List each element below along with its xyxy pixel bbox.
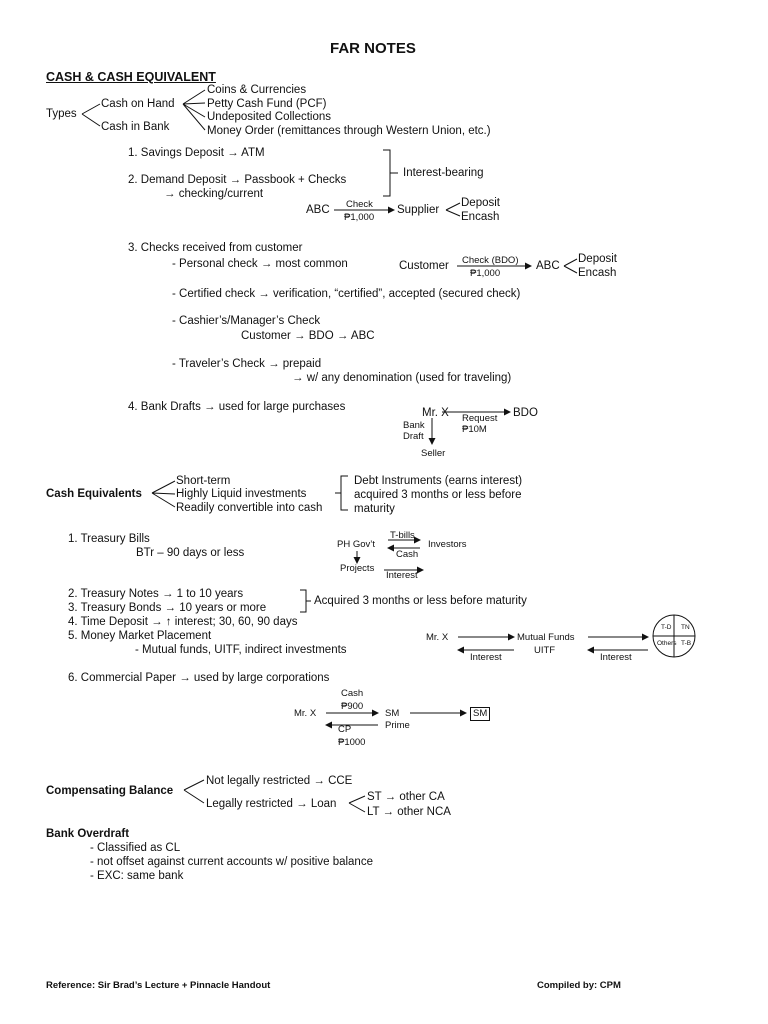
bank-overdraft-heading: Bank Overdraft	[46, 828, 130, 840]
cashiers-sub: Customer → BDO → ABC	[241, 330, 375, 342]
interest-label: Interest	[470, 652, 502, 663]
types-branch	[82, 104, 100, 126]
equiv-item: Readily convertible into cash	[176, 502, 323, 514]
section-heading-cce: CASH & CASH EQUIVALENT	[46, 70, 216, 84]
commercial-paper: 6. Commercial Paper → used by large corporations	[68, 672, 330, 684]
interest-label: Interest	[386, 570, 418, 581]
supplier-label: Supplier	[397, 204, 440, 216]
travelers-check: - Traveler’s Check → prepaid	[172, 358, 322, 370]
cash-in-bank: Cash in Bank	[101, 121, 170, 133]
cash-label: Cash	[341, 688, 364, 699]
footer-compiled: Compiled by: CPM	[537, 980, 621, 991]
tbills-label: T-bills	[390, 530, 415, 541]
compensating-balance-label: Compensating Balance	[46, 785, 174, 797]
savings-deposit: 1. Savings Deposit → ATM	[128, 147, 265, 159]
time-deposit: 4. Time Deposit → ↑ interest; 30, 60, 90 days	[68, 616, 298, 628]
prime-label: Prime	[385, 720, 410, 731]
overdraft-item: - EXC: same bank	[90, 870, 184, 882]
btr-note: BTr – 90 days or less	[136, 547, 245, 559]
equiv-item: Highly Liquid investments	[176, 488, 307, 500]
demand-sub: → checking/current	[164, 188, 264, 200]
deposit-label: Deposit	[578, 253, 617, 265]
debt-note: acquired 3 months or less before	[354, 489, 522, 501]
mutual-funds-label: Mutual Funds	[517, 632, 575, 643]
debt-note: maturity	[354, 503, 395, 515]
check-amount: ₱1,000	[344, 212, 375, 223]
check-bdo-amount: ₱1,000	[470, 268, 501, 279]
cash-label: Cash	[396, 549, 419, 560]
abc-receiver: ABC	[536, 260, 560, 272]
interest-bracket	[383, 150, 398, 196]
quadrant-label: T-B	[681, 640, 692, 647]
certified-check: - Certified check → verification, “certified”, accepted (secured check)	[172, 288, 521, 300]
abc-label: ABC	[306, 204, 330, 216]
bank-drafts: 4. Bank Drafts → used for large purchases	[128, 401, 346, 413]
check-bdo-label: Check (BDO)	[462, 255, 519, 266]
personal-check: - Personal check → most common	[172, 258, 348, 270]
encash-label: Encash	[461, 211, 500, 223]
coh-item: Petty Cash Fund (PCF)	[207, 98, 327, 110]
mr-x-label: Mr. X	[426, 632, 449, 643]
money-market: 5. Money Market Placement	[68, 630, 212, 642]
seller-label: Seller	[421, 448, 446, 459]
restricted: Legally restricted → Loan	[206, 798, 337, 810]
mr-x-label: Mr. X	[294, 708, 317, 719]
coh-branch	[183, 90, 205, 130]
bdo-label: BDO	[513, 407, 538, 419]
coh-item: Money Order (remittances through Western Union, etc.)	[207, 125, 491, 137]
treasury-bills: 1. Treasury Bills	[68, 533, 150, 545]
quadrant-label: Others	[657, 640, 677, 647]
cp-label: CP	[338, 724, 352, 735]
money-market-sub: - Mutual funds, UITF, indirect investments	[135, 644, 347, 656]
equiv-item: Short-term	[176, 475, 231, 487]
treasury-notes: 2. Treasury Notes → 1 to 10 years	[68, 588, 244, 600]
coh-item: Coins & Currencies	[207, 84, 307, 96]
check-label: Check	[346, 199, 373, 210]
sm-box: SM	[470, 707, 490, 721]
cp-amount: ₱1000	[338, 737, 366, 748]
not-restricted: Not legally restricted → CCE	[206, 775, 353, 787]
cashiers-check: - Cashier’s/Manager’s Check	[172, 315, 321, 327]
investors-label: Investors	[428, 539, 467, 550]
mr-x-label: Mr. X	[422, 407, 449, 419]
coh-item: Undeposited Collections	[207, 111, 332, 123]
page-title: FAR NOTES	[330, 40, 416, 57]
debt-note: Debt Instruments (earns interest)	[354, 475, 523, 487]
ph-govt-label: PH Gov’t	[337, 539, 376, 550]
overdraft-item: - not offset against current accounts w/ positive balance	[90, 856, 373, 868]
request-amount: ₱10M	[462, 424, 487, 435]
cash-on-hand: Cash on Hand	[101, 98, 175, 110]
interest-bearing: Interest-bearing	[403, 167, 484, 179]
acquired-note: Acquired 3 months or less before maturity	[314, 595, 527, 607]
checks-heading: 3. Checks received from customer	[128, 242, 303, 254]
cash-amount: ₱900	[341, 701, 364, 712]
encash-label: Encash	[578, 267, 617, 279]
travelers-sub: → w/ any denomination (used for traveling)	[292, 372, 512, 384]
demand-deposit: 2. Demand Deposit → Passbook + Checks	[128, 174, 347, 186]
bank-draft-label: Draft	[403, 431, 424, 442]
types-label: Types	[46, 108, 77, 120]
request-label: Request	[462, 413, 498, 424]
cash-equivalents-label: Cash Equivalents	[46, 488, 142, 500]
quadrant-label: T-D	[661, 624, 672, 631]
sm-label: SM	[385, 708, 400, 719]
interest-label: Interest	[600, 652, 632, 663]
equiv-branch	[152, 481, 175, 507]
bank-draft-label: Bank	[403, 420, 425, 431]
lt-note: LT → other NCA	[367, 806, 451, 818]
treasury-bonds: 3. Treasury Bonds → 10 years or more	[68, 602, 267, 614]
projects-label: Projects	[340, 563, 375, 574]
uitf-label: UITF	[534, 645, 556, 656]
overdraft-item: - Classified as CL	[90, 842, 181, 854]
st-note: ST → other CA	[367, 791, 445, 803]
quadrant-label: TN	[681, 624, 690, 631]
footer-reference: Reference: Sir Brad’s Lecture + Pinnacle Handout	[46, 980, 271, 991]
customer-label: Customer	[399, 260, 449, 272]
deposit-label: Deposit	[461, 197, 500, 209]
